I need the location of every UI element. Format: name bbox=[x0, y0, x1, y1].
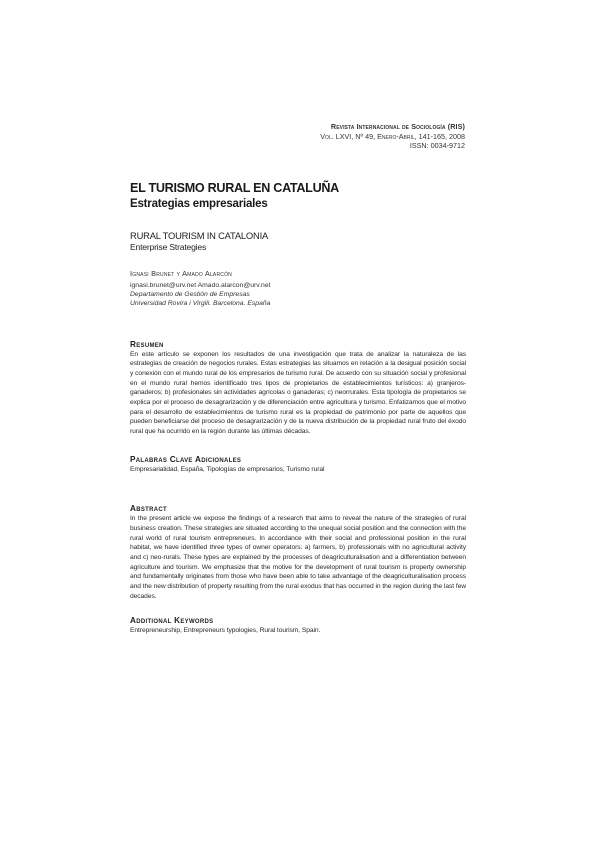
article-title: EL TURISMO RURAL EN CATALUÑA bbox=[130, 181, 339, 195]
journal-name: Revista Internacional de Sociología (RIS) bbox=[330, 122, 465, 131]
abstract-heading: Abstract bbox=[130, 504, 167, 514]
author-department: Departamento de Gestión de Empresas bbox=[130, 290, 250, 298]
journal-volume: Vol. LXVI, Nº 49, Enero-Abril, 141-165, 2008 bbox=[320, 131, 465, 141]
abstract-text: In the present article we expose the findings of a research that aims to reveal the nature of the strategies of rural business creation. These strategies are situated according to the unequal social position and the connection with the rural world of rural tourism entrepreneurs. In accordance with their social and professional position in the rural habitat, we have identified three types of owner operators: a) farmers, b) professionals with no agricultural activity and c) neo-rurals. These types are explained by the processes of deagriculturalisation and a differentiation between agriculture and tourism. We emphasize that the motive for the development of rural tourism is property ownership and fundamentally originates from those who have been able to take advantage of the deagriculturalisation process and the new distribution of property resulting from the rural exodus that has occurred in the region during the last few decades. bbox=[130, 515, 466, 600]
resumen-heading: Resumen bbox=[130, 339, 164, 349]
additional-keywords-heading: Additional Keywords bbox=[130, 616, 214, 626]
article-subtitle: Estrategias empresariales bbox=[130, 197, 268, 210]
article-subtitle-english: Enterprise Strategies bbox=[130, 241, 207, 252]
journal-header bbox=[165, 122, 465, 151]
article-title-english: RURAL TOURISM IN CATALONIA bbox=[130, 229, 269, 241]
additional-keywords-text: Entrepreneurship, Entrepreneurs typologies, Rural tourism, Spain. bbox=[130, 627, 321, 635]
palabras-clave-text: Empresarialidad, España, Tipologías de empresarios, Turismo rural bbox=[130, 465, 325, 473]
palabras-clave-heading: Palabras Clave Adicionales bbox=[130, 454, 242, 464]
article-content bbox=[130, 181, 466, 636]
resumen-text: En este artículo se exponen los resultados de una investigación que trata de analizar la naturaleza de las estrategias de creación de negocios rurales. Estas estrategias las situamos en relación a la desigual posición social y conexión con el mundo rural de los empresarios de turismo rural. De acuerdo con su situación social y profesional en el mundo rural hemos identificado tres tipos de propietarios de establecimientos turísticos: a) granjeros-ganaderos; b) profesionales sin actividades agrícolas o ganaderas; c) neorrurales. Esta tipología de propietarios se explica por el proceso de desagrarización y de diferenciación entre agricultura y turismo. Enfatizamos que el motivo para el desarrollo de establecimientos de turismo rural es la propiedad de patrimonio por parte de aquellos que pueden beneficiarse del proceso de desagrarización y de la nueva distribución de la propiedad rural fruto del éxodo rural que ha ocurrido en la región durante las últimas décadas. bbox=[130, 350, 466, 435]
article-authors: Ignasi Brunet y Amado Alarcón bbox=[130, 268, 232, 278]
author-university: Universidad Rovira i Virgili. Barcelona. España bbox=[130, 300, 271, 308]
author-emails: ignasi.brunet@urv.net Amado.alarcon@urv.net bbox=[130, 281, 271, 289]
journal-issn: ISSN: 0034-9712 bbox=[409, 141, 465, 151]
